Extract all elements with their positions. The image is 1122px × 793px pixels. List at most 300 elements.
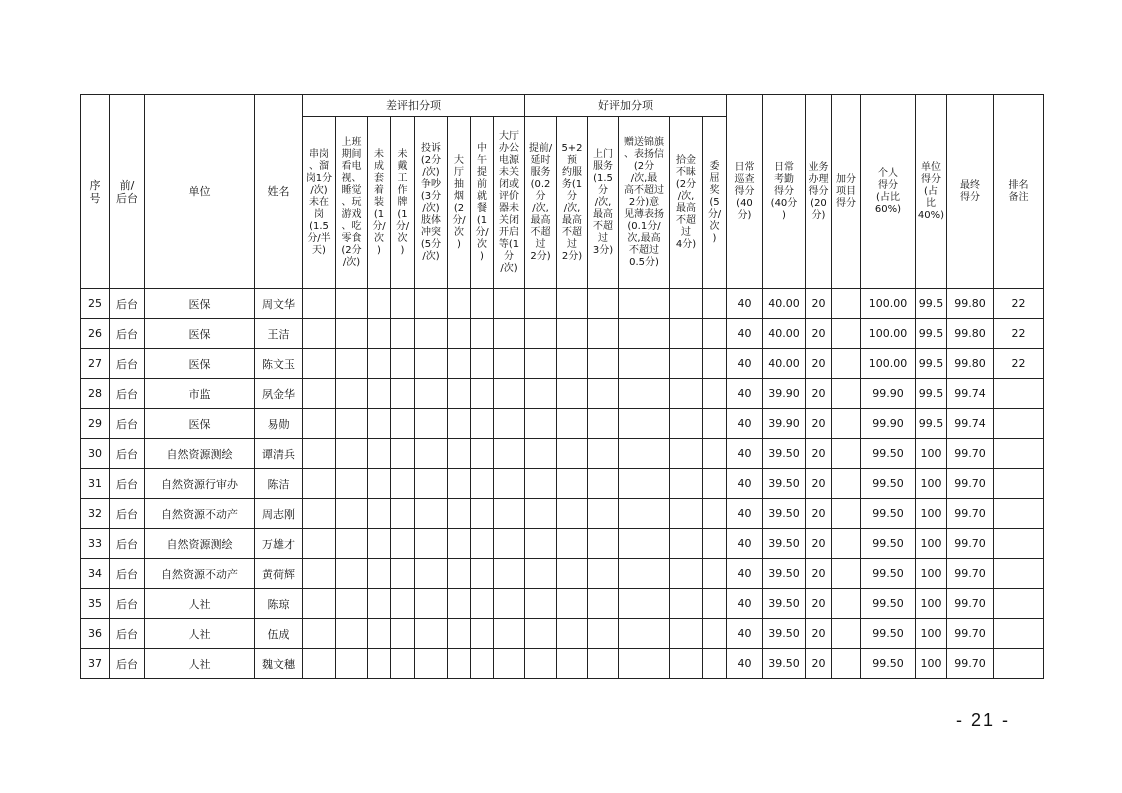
cell-empty (471, 499, 494, 529)
cell-personal: 99.50 (861, 649, 916, 679)
cell-name: 谭清兵 (255, 439, 303, 469)
header-deduct-item: 中 午 提 前 就 餐 (1 分/ 次 ) (471, 117, 494, 289)
cell-empty (525, 499, 557, 529)
cell-empty (557, 319, 588, 349)
cell-empty (703, 649, 727, 679)
cell-empty (557, 439, 588, 469)
cell-empty (525, 349, 557, 379)
cell-empty (557, 499, 588, 529)
cell-empty (391, 499, 415, 529)
cell-front-back: 后台 (110, 559, 145, 589)
cell-personal: 100.00 (861, 349, 916, 379)
cell-business: 20 (806, 319, 832, 349)
cell-name: 夙金华 (255, 379, 303, 409)
header-personal: 个人 得分 (占比 60%) (861, 95, 916, 289)
cell-patrol: 40 (727, 469, 763, 499)
cell-final: 99.80 (947, 289, 994, 319)
cell-seq: 32 (81, 499, 110, 529)
cell-empty (448, 529, 471, 559)
cell-empty (448, 619, 471, 649)
cell-name: 黄荷辉 (255, 559, 303, 589)
cell-bonus-total (832, 559, 861, 589)
cell-final: 99.70 (947, 499, 994, 529)
cell-business: 20 (806, 619, 832, 649)
cell-empty (471, 439, 494, 469)
cell-rank (994, 469, 1044, 499)
cell-empty (494, 529, 525, 559)
cell-empty (391, 409, 415, 439)
cell-empty (670, 499, 703, 529)
cell-empty (619, 349, 670, 379)
cell-empty (448, 409, 471, 439)
cell-name: 王洁 (255, 319, 303, 349)
cell-seq: 25 (81, 289, 110, 319)
cell-personal: 99.50 (861, 529, 916, 559)
cell-unit-score: 99.5 (916, 319, 947, 349)
cell-unit: 医保 (145, 319, 255, 349)
cell-empty (703, 499, 727, 529)
header-seq: 序 号 (81, 95, 110, 289)
cell-empty (471, 529, 494, 559)
cell-unit: 自然资源测绘 (145, 529, 255, 559)
header-rank: 排名 备注 (994, 95, 1044, 289)
cell-personal: 99.90 (861, 409, 916, 439)
cell-rank (994, 409, 1044, 439)
cell-final: 99.74 (947, 379, 994, 409)
cell-unit-score: 100 (916, 439, 947, 469)
cell-final: 99.80 (947, 349, 994, 379)
cell-final: 99.70 (947, 469, 994, 499)
cell-unit-score: 100 (916, 649, 947, 679)
cell-patrol: 40 (727, 649, 763, 679)
cell-unit-score: 99.5 (916, 379, 947, 409)
table-row (81, 349, 1044, 379)
cell-empty (471, 619, 494, 649)
header-bonus-item: 5+2预 约服 务(1 分 /次, 最高 不超 过 2分) (557, 117, 588, 289)
page-number: - 21 - (956, 710, 1011, 730)
cell-empty (619, 319, 670, 349)
cell-seq: 37 (81, 649, 110, 679)
cell-empty (670, 349, 703, 379)
cell-business: 20 (806, 289, 832, 319)
cell-empty (619, 379, 670, 409)
header-deduct-item: 未 戴 工 作 牌 (1 分/ 次 ) (391, 117, 415, 289)
cell-empty (525, 409, 557, 439)
cell-empty (368, 409, 391, 439)
cell-empty (448, 499, 471, 529)
cell-unit-score: 99.5 (916, 409, 947, 439)
cell-unit: 医保 (145, 349, 255, 379)
table-row (81, 289, 1044, 319)
cell-attendance: 40.00 (763, 319, 806, 349)
cell-empty (703, 349, 727, 379)
cell-unit: 人社 (145, 619, 255, 649)
cell-rank (994, 439, 1044, 469)
cell-empty (619, 619, 670, 649)
cell-business: 20 (806, 589, 832, 619)
cell-personal: 99.50 (861, 619, 916, 649)
cell-bonus-total (832, 469, 861, 499)
cell-empty (368, 439, 391, 469)
cell-empty (336, 649, 368, 679)
cell-rank (994, 379, 1044, 409)
cell-rank (994, 559, 1044, 589)
cell-empty (703, 379, 727, 409)
cell-empty (303, 349, 336, 379)
cell-empty (415, 409, 448, 439)
cell-empty (303, 319, 336, 349)
table-row (81, 409, 1044, 439)
header-unit: 单位 (145, 95, 255, 289)
cell-empty (619, 559, 670, 589)
cell-empty (670, 439, 703, 469)
cell-empty (525, 649, 557, 679)
cell-empty (525, 469, 557, 499)
cell-name: 陈文玉 (255, 349, 303, 379)
cell-empty (588, 529, 619, 559)
score-table (80, 94, 1044, 679)
cell-empty (703, 619, 727, 649)
cell-business: 20 (806, 349, 832, 379)
cell-empty (391, 619, 415, 649)
cell-front-back: 后台 (110, 349, 145, 379)
cell-empty (588, 559, 619, 589)
cell-empty (336, 529, 368, 559)
cell-name: 周志刚 (255, 499, 303, 529)
cell-empty (557, 649, 588, 679)
cell-empty (303, 529, 336, 559)
cell-empty (703, 589, 727, 619)
cell-final: 99.70 (947, 439, 994, 469)
header-deduct-item: 上班 期间 看电 视、 睡觉 、玩 游戏 、吃 零食 (2分 /次) (336, 117, 368, 289)
cell-empty (471, 469, 494, 499)
cell-empty (391, 439, 415, 469)
cell-empty (619, 409, 670, 439)
header-bonus-item: 提前/ 延时 服务 (0.2 分 /次, 最高 不超 过 2分) (525, 117, 557, 289)
header-deduct-item: 未 成 套 着 装 (1 分/ 次 ) (368, 117, 391, 289)
cell-empty (557, 469, 588, 499)
cell-empty (415, 529, 448, 559)
cell-patrol: 40 (727, 289, 763, 319)
cell-name: 周文华 (255, 289, 303, 319)
cell-empty (557, 589, 588, 619)
cell-rank: 22 (994, 289, 1044, 319)
cell-final: 99.70 (947, 619, 994, 649)
cell-empty (415, 319, 448, 349)
table-row (81, 439, 1044, 469)
cell-front-back: 后台 (110, 469, 145, 499)
cell-bonus-total (832, 529, 861, 559)
header-deduct-group: 差评扣分项 (303, 95, 525, 117)
cell-empty (525, 439, 557, 469)
header-bonus-item: 赠送锦旗 、表扬信 (2分 /次,最 高不超过 2分)意 见薄表扬 (0.1分/ 次,最高 不超过 0.5分) (619, 117, 670, 289)
cell-empty (588, 349, 619, 379)
cell-empty (494, 409, 525, 439)
cell-empty (391, 469, 415, 499)
cell-empty (415, 469, 448, 499)
cell-seq: 35 (81, 589, 110, 619)
cell-business: 20 (806, 439, 832, 469)
cell-seq: 33 (81, 529, 110, 559)
cell-unit: 医保 (145, 289, 255, 319)
header-patrol: 日常 巡查 得分 (40 分) (727, 95, 763, 289)
cell-rank (994, 649, 1044, 679)
cell-empty (557, 409, 588, 439)
cell-attendance: 40.00 (763, 289, 806, 319)
cell-business: 20 (806, 649, 832, 679)
cell-empty (494, 499, 525, 529)
cell-empty (588, 589, 619, 619)
cell-empty (588, 409, 619, 439)
cell-empty (336, 469, 368, 499)
cell-empty (494, 439, 525, 469)
cell-empty (391, 559, 415, 589)
cell-unit-score: 100 (916, 469, 947, 499)
cell-seq: 28 (81, 379, 110, 409)
table-body (81, 289, 1044, 679)
cell-empty (703, 439, 727, 469)
cell-empty (494, 649, 525, 679)
header-deduct-item: 大厅 办公 电源 未关 闭或 评价 器未 关闭 开启 等(1 分 /次) (494, 117, 525, 289)
header-unit-score: 单位 得分 (占 比 40%) (916, 95, 947, 289)
cell-empty (415, 589, 448, 619)
cell-empty (303, 589, 336, 619)
cell-empty (391, 349, 415, 379)
cell-final: 99.70 (947, 559, 994, 589)
cell-empty (336, 439, 368, 469)
cell-attendance: 39.50 (763, 649, 806, 679)
cell-empty (494, 289, 525, 319)
table-row (81, 319, 1044, 349)
cell-empty (368, 349, 391, 379)
header-deduct-item: 串岗 、溜 岗1分 /次) 未在 岗 (1.5 分/半 天) (303, 117, 336, 289)
cell-front-back: 后台 (110, 649, 145, 679)
cell-empty (494, 379, 525, 409)
cell-unit-score: 99.5 (916, 349, 947, 379)
header-bonus-group: 好评加分项 (525, 95, 727, 117)
cell-attendance: 39.50 (763, 559, 806, 589)
cell-empty (448, 469, 471, 499)
cell-patrol: 40 (727, 499, 763, 529)
cell-empty (415, 349, 448, 379)
cell-empty (557, 529, 588, 559)
cell-empty (303, 619, 336, 649)
cell-empty (588, 379, 619, 409)
cell-empty (494, 589, 525, 619)
table-row (81, 499, 1044, 529)
cell-empty (670, 289, 703, 319)
cell-empty (494, 469, 525, 499)
cell-empty (619, 589, 670, 619)
cell-empty (525, 589, 557, 619)
cell-seq: 34 (81, 559, 110, 589)
cell-patrol: 40 (727, 379, 763, 409)
cell-personal: 100.00 (861, 319, 916, 349)
cell-front-back: 后台 (110, 529, 145, 559)
cell-final: 99.70 (947, 529, 994, 559)
cell-bonus-total (832, 349, 861, 379)
cell-empty (703, 529, 727, 559)
cell-bonus-total (832, 289, 861, 319)
cell-rank (994, 499, 1044, 529)
cell-empty (336, 379, 368, 409)
cell-rank (994, 589, 1044, 619)
cell-empty (303, 499, 336, 529)
cell-unit: 自然资源不动产 (145, 499, 255, 529)
cell-empty (471, 349, 494, 379)
header-bonus-item: 委 屈 奖 (5 分/ 次 ) (703, 117, 727, 289)
cell-personal: 99.50 (861, 469, 916, 499)
cell-bonus-total (832, 589, 861, 619)
cell-empty (525, 559, 557, 589)
header-business: 业务 办理 得分 (20 分) (806, 95, 832, 289)
cell-personal: 100.00 (861, 289, 916, 319)
cell-empty (368, 529, 391, 559)
cell-front-back: 后台 (110, 619, 145, 649)
cell-front-back: 后台 (110, 379, 145, 409)
cell-empty (619, 499, 670, 529)
cell-name: 伍成 (255, 619, 303, 649)
cell-empty (336, 559, 368, 589)
cell-front-back: 后台 (110, 409, 145, 439)
header-bonus-item: 拾金 不昧 (2分 /次, 最高 不超 过 4分) (670, 117, 703, 289)
cell-bonus-total (832, 649, 861, 679)
cell-empty (494, 319, 525, 349)
cell-bonus-total (832, 499, 861, 529)
header-bonus-total: 加分 项目 得分 (832, 95, 861, 289)
cell-empty (368, 559, 391, 589)
cell-empty (471, 409, 494, 439)
cell-empty (494, 559, 525, 589)
cell-bonus-total (832, 439, 861, 469)
cell-empty (557, 289, 588, 319)
cell-final: 99.70 (947, 649, 994, 679)
cell-attendance: 40.00 (763, 349, 806, 379)
header-attendance: 日常 考勤 得分 (40分 ) (763, 95, 806, 289)
cell-rank (994, 529, 1044, 559)
cell-empty (391, 589, 415, 619)
cell-empty (448, 439, 471, 469)
cell-empty (415, 439, 448, 469)
cell-empty (391, 649, 415, 679)
cell-unit-score: 100 (916, 559, 947, 589)
cell-empty (588, 469, 619, 499)
cell-empty (525, 619, 557, 649)
cell-front-back: 后台 (110, 589, 145, 619)
cell-patrol: 40 (727, 589, 763, 619)
cell-empty (448, 559, 471, 589)
header-final: 最终 得分 (947, 95, 994, 289)
cell-empty (415, 619, 448, 649)
cell-empty (303, 469, 336, 499)
cell-empty (303, 559, 336, 589)
cell-empty (619, 469, 670, 499)
cell-empty (525, 319, 557, 349)
cell-empty (391, 379, 415, 409)
cell-empty (525, 379, 557, 409)
cell-empty (670, 469, 703, 499)
cell-unit: 自然资源不动产 (145, 559, 255, 589)
cell-business: 20 (806, 379, 832, 409)
cell-empty (448, 649, 471, 679)
cell-empty (448, 379, 471, 409)
cell-attendance: 39.50 (763, 439, 806, 469)
cell-empty (415, 499, 448, 529)
cell-empty (619, 649, 670, 679)
cell-empty (336, 319, 368, 349)
cell-empty (471, 649, 494, 679)
cell-patrol: 40 (727, 439, 763, 469)
cell-empty (391, 529, 415, 559)
table-row (81, 529, 1044, 559)
cell-patrol: 40 (727, 349, 763, 379)
cell-empty (703, 289, 727, 319)
cell-empty (303, 649, 336, 679)
cell-front-back: 后台 (110, 289, 145, 319)
cell-empty (619, 529, 670, 559)
cell-rank: 22 (994, 349, 1044, 379)
cell-empty (336, 589, 368, 619)
header-front-back: 前/ 后台 (110, 95, 145, 289)
cell-final: 99.80 (947, 319, 994, 349)
cell-attendance: 39.50 (763, 469, 806, 499)
cell-empty (588, 439, 619, 469)
cell-seq: 36 (81, 619, 110, 649)
cell-patrol: 40 (727, 319, 763, 349)
cell-name: 万雄才 (255, 529, 303, 559)
cell-empty (471, 319, 494, 349)
cell-empty (670, 319, 703, 349)
cell-empty (494, 619, 525, 649)
cell-patrol: 40 (727, 619, 763, 649)
cell-empty (415, 379, 448, 409)
cell-unit: 自然资源测绘 (145, 439, 255, 469)
cell-empty (670, 379, 703, 409)
cell-patrol: 40 (727, 409, 763, 439)
cell-empty (336, 619, 368, 649)
cell-empty (494, 349, 525, 379)
cell-final: 99.74 (947, 409, 994, 439)
table-row (81, 469, 1044, 499)
cell-empty (588, 649, 619, 679)
cell-empty (391, 319, 415, 349)
cell-empty (525, 529, 557, 559)
cell-personal: 99.90 (861, 379, 916, 409)
cell-empty (368, 379, 391, 409)
cell-attendance: 39.50 (763, 589, 806, 619)
cell-empty (471, 559, 494, 589)
cell-empty (703, 409, 727, 439)
cell-empty (619, 439, 670, 469)
cell-name: 易勋 (255, 409, 303, 439)
cell-empty (448, 319, 471, 349)
cell-name: 魏文穗 (255, 649, 303, 679)
cell-seq: 30 (81, 439, 110, 469)
cell-empty (471, 589, 494, 619)
score-table-container (80, 94, 1044, 679)
cell-empty (703, 319, 727, 349)
cell-final: 99.70 (947, 589, 994, 619)
cell-unit: 医保 (145, 409, 255, 439)
cell-empty (448, 289, 471, 319)
cell-empty (303, 409, 336, 439)
cell-unit: 市监 (145, 379, 255, 409)
header-name: 姓名 (255, 95, 303, 289)
cell-empty (303, 379, 336, 409)
cell-rank (994, 619, 1044, 649)
cell-business: 20 (806, 529, 832, 559)
cell-empty (588, 499, 619, 529)
